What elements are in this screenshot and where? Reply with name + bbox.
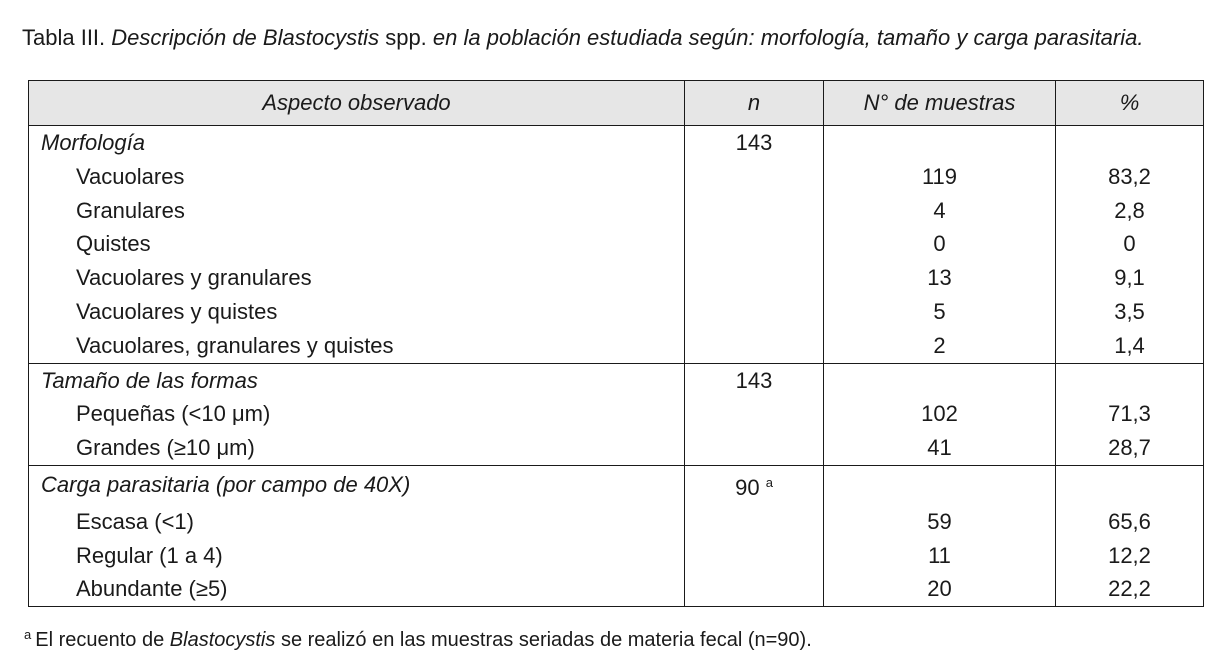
row-label: Vacuolares y granulares: [29, 261, 685, 295]
table-row: [29, 194, 1204, 228]
header-row: [29, 81, 1204, 126]
group-n: [685, 465, 824, 504]
row-percent: 22,2: [1056, 572, 1204, 606]
row-percent: 83,2: [1056, 160, 1204, 194]
row-count: 41: [824, 431, 1056, 465]
row-label: Grandes (≥10 μm): [29, 431, 685, 465]
row-count: 5: [824, 295, 1056, 329]
table-row: [29, 505, 1204, 539]
table-row: [29, 397, 1204, 431]
row-label: Escasa (<1): [29, 505, 685, 539]
group-label: Carga parasitaria (por campo de 40X): [29, 465, 685, 504]
row-count: 119: [824, 160, 1056, 194]
row-label: Vacuolares, granulares y quistes: [29, 329, 685, 363]
caption-title-part2: en la población estudiada según: morfología, tamaño y carga parasitaria.: [432, 25, 1144, 50]
row-count: 11: [824, 539, 1056, 573]
header-count: N° de muestras: [824, 81, 1056, 126]
row-label: Quistes: [29, 227, 685, 261]
group-n-value: 90: [735, 474, 760, 500]
footnote-marker: a: [24, 627, 32, 642]
row-count: 4: [824, 194, 1056, 228]
row-count: 13: [824, 261, 1056, 295]
row-label: Abundante (≥5): [29, 572, 685, 606]
row-label: Granulares: [29, 194, 685, 228]
row-count: 59: [824, 505, 1056, 539]
footnote-part1: El recuento de: [35, 629, 165, 651]
group-row-carga: [29, 465, 1204, 504]
row-percent: 2,8: [1056, 194, 1204, 228]
header-aspect: Aspecto observado: [29, 81, 685, 126]
group-n: 143: [685, 126, 824, 160]
row-percent: 9,1: [1056, 261, 1204, 295]
caption-spp: spp.: [385, 25, 427, 50]
header-n: n: [685, 81, 824, 126]
table-row: [29, 539, 1204, 573]
row-count: 102: [824, 397, 1056, 431]
footnote-marker: a: [765, 474, 773, 490]
footnote-part2: se realizó en las muestras seriadas de materia fecal (n=90).: [280, 629, 812, 651]
group-n: 143: [685, 363, 824, 397]
row-count: 20: [824, 572, 1056, 606]
table-row: [29, 431, 1204, 465]
row-label: Vacuolares: [29, 160, 685, 194]
table-row: [29, 572, 1204, 606]
caption-prefix: Tabla III.: [22, 25, 106, 50]
data-table: [28, 80, 1204, 607]
table-footnote: [24, 627, 812, 652]
table-row: [29, 329, 1204, 363]
row-label: Vacuolares y quistes: [29, 295, 685, 329]
row-count: 0: [824, 227, 1056, 261]
row-percent: 65,6: [1056, 505, 1204, 539]
table-row: [29, 295, 1204, 329]
row-percent: 3,5: [1056, 295, 1204, 329]
group-label: Morfología: [29, 126, 685, 160]
footnote-organism: Blastocystis: [169, 629, 276, 651]
header-percent: %: [1056, 81, 1204, 126]
group-row-morfologia: [29, 126, 1204, 160]
row-label: Regular (1 a 4): [29, 539, 685, 573]
group-row-tamano: [29, 363, 1204, 397]
group-label: Tamaño de las formas: [29, 363, 685, 397]
row-percent: 12,2: [1056, 539, 1204, 573]
row-percent: 1,4: [1056, 329, 1204, 363]
table-caption: [22, 24, 1207, 52]
row-percent: 71,3: [1056, 397, 1204, 431]
table-row: [29, 160, 1204, 194]
row-label: Pequeñas (<10 μm): [29, 397, 685, 431]
caption-organism: Blastocystis: [262, 25, 380, 50]
table-row: [29, 261, 1204, 295]
row-percent: 28,7: [1056, 431, 1204, 465]
caption-title-part1: Descripción de: [111, 25, 257, 50]
table-row: [29, 227, 1204, 261]
row-percent: 0: [1056, 227, 1204, 261]
row-count: 2: [824, 329, 1056, 363]
